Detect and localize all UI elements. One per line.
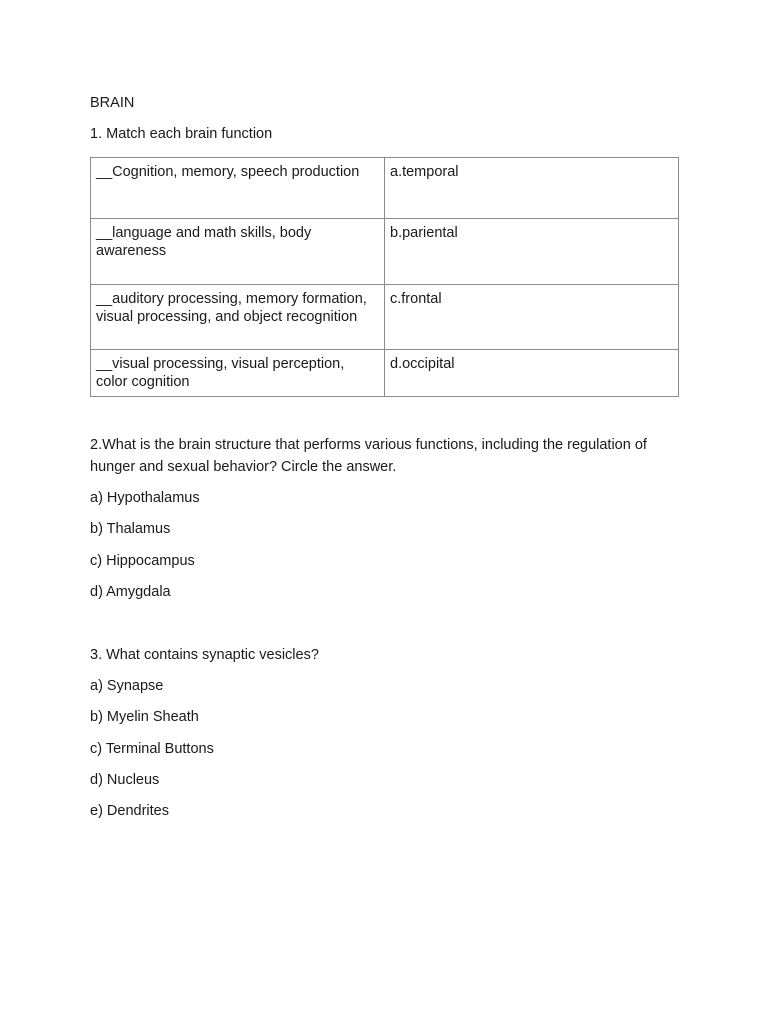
table-row	[91, 158, 679, 219]
function-cell: __language and math skills, body awareness	[91, 219, 385, 285]
question-3-option: c) Terminal Buttons	[90, 741, 214, 757]
table-row	[91, 350, 679, 397]
table-row	[91, 285, 679, 350]
question-2-option: c) Hippocampus	[90, 553, 195, 569]
question-2-prompt: 2.What is the brain structure that performs various functions, including the regulation of hunger and sexual behavior? Circle the answer.	[90, 437, 647, 475]
worksheet-title: BRAIN	[90, 95, 135, 111]
question-2-option: a) Hypothalamus	[90, 490, 200, 506]
question-1-prompt: 1. Match each brain function	[90, 126, 273, 142]
question-2-option: b) Thalamus	[90, 521, 171, 537]
question-2-option: d) Amygdala	[90, 584, 171, 600]
question-3-option: a) Synapse	[90, 678, 164, 694]
lobe-cell: c.frontal	[385, 285, 679, 350]
function-cell: __Cognition, memory, speech production	[91, 158, 385, 219]
question-3-option: d) Nucleus	[90, 772, 160, 788]
function-cell: __auditory processing, memory formation, visual processing, and object recognition	[91, 285, 385, 350]
function-cell: __visual processing, visual perception, color cognition	[91, 350, 385, 397]
lobe-cell: d.occipital	[385, 350, 679, 397]
question-3-prompt: 3. What contains synaptic vesicles?	[90, 647, 319, 663]
question-3-option: e) Dendrites	[90, 803, 169, 819]
matching-table	[90, 157, 679, 397]
table-row	[91, 219, 679, 285]
question-3-option: b) Myelin Sheath	[90, 709, 199, 725]
lobe-cell: b.pariental	[385, 219, 679, 285]
lobe-cell: a.temporal	[385, 158, 679, 219]
